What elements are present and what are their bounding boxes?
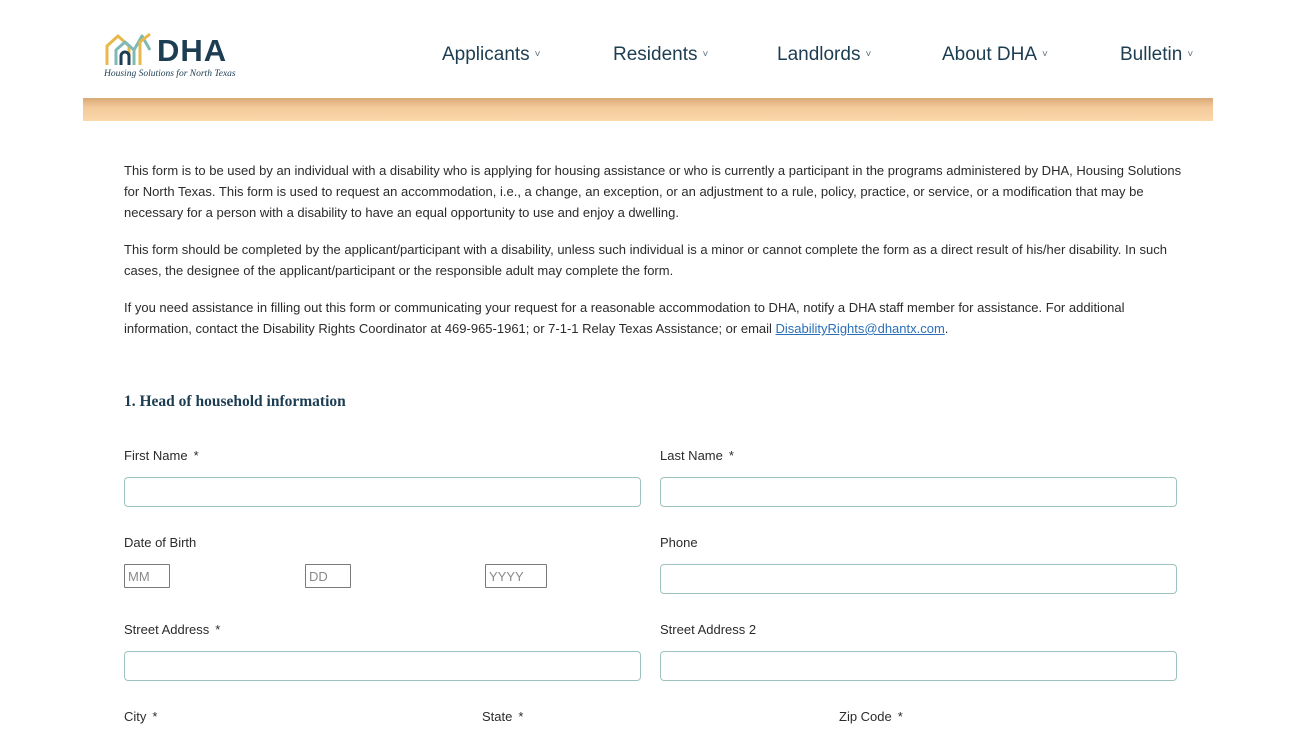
first-name-label <box>124 448 199 463</box>
zip-code-label-text: Zip Code <box>839 709 892 724</box>
state-label <box>482 709 523 724</box>
phone-input[interactable] <box>660 564 1177 594</box>
chevron-down-icon: ˅ <box>865 49 872 60</box>
required-marker: * <box>518 709 524 724</box>
nav-applicants-label: Applicants <box>442 44 530 65</box>
nav-bulletin-label: Bulletin <box>1120 44 1183 65</box>
street-address-input[interactable] <box>124 651 641 681</box>
intro-paragraph-3-text: If you need assistance in filling out this form or communicating your request for a reasonable accommodation to DHA, notify a DHA staff member for assistance. For additional information, contact the Disability Rights Coordinator at 469-965-1961; or 7-1-1 Relay Texas Assistance; or email <box>124 300 1125 336</box>
logo-wordmark: DHA <box>157 33 228 68</box>
chevron-down-icon: ˅ <box>702 49 709 60</box>
dob-month-input[interactable] <box>124 564 170 588</box>
dha-logo[interactable] <box>104 32 244 84</box>
logo-tagline: Housing Solutions for North Texas <box>104 69 236 79</box>
nav-residents[interactable] <box>613 44 708 66</box>
house-logo-icon <box>104 32 156 68</box>
street-address-label <box>124 622 220 637</box>
nav-applicants[interactable] <box>442 44 541 66</box>
city-label-text: City <box>124 709 147 724</box>
intro-paragraph-2: This form should be completed by the applicant/participant with a disability, unless such individual is a minor or cannot complete the form as a direct result of his/her disability. In such cases, the designee of the applicant/participant or the responsible adult may complete the form. <box>124 242 1167 278</box>
nav-about-dha-label: About DHA <box>942 44 1038 65</box>
intro-paragraph-3 <box>124 297 1184 339</box>
street-address-2-input[interactable] <box>660 651 1177 681</box>
city-label <box>124 709 157 724</box>
first-name-input[interactable] <box>124 477 641 507</box>
dob-year-input[interactable] <box>485 564 547 588</box>
last-name-input[interactable] <box>660 477 1177 507</box>
chevron-down-icon: ˅ <box>534 49 541 60</box>
street-address-2-label: Street Address 2 <box>660 622 757 637</box>
required-marker: * <box>152 709 158 724</box>
required-marker: * <box>193 448 199 463</box>
phone-label: Phone <box>660 535 698 550</box>
intro-paragraph-1: This form is to be used by an individual with a disability who is applying for housing assistance or who is currently a participant in the programs administered by DHA, Housing Solutions for North Texas. This form is used to request an accommodation, i.e., a change, an exception, or an adjustment to a rule, policy, practice, or service, or a modification that may be necessary for a person with a disability to have an equal opportunity to use and enjoy a dwelling. <box>124 163 1182 220</box>
chevron-down-icon: ˅ <box>1187 49 1194 60</box>
required-marker: * <box>897 709 903 724</box>
state-label-text: State <box>482 709 513 724</box>
last-name-label-text: Last Name <box>660 448 723 463</box>
disability-rights-email-link[interactable]: DisabilityRights@dhantx.com <box>775 321 945 336</box>
zip-code-label <box>839 709 903 724</box>
intro-text <box>124 160 1184 355</box>
section-title: 1. Head of household information <box>124 393 346 410</box>
required-marker: * <box>215 622 221 637</box>
date-of-birth-label: Date of Birth <box>124 535 197 550</box>
nav-landlords[interactable] <box>777 44 871 66</box>
nav-landlords-label: Landlords <box>777 44 861 65</box>
header-banner <box>83 98 1213 121</box>
intro-paragraph-3-end: . <box>944 321 949 336</box>
nav-about-dha[interactable] <box>942 44 1048 66</box>
dob-day-input[interactable] <box>305 564 351 588</box>
site-header <box>0 0 1312 98</box>
nav-bulletin[interactable] <box>1120 44 1193 66</box>
required-marker: * <box>728 448 734 463</box>
street-address-label-text: Street Address <box>124 622 210 637</box>
first-name-label-text: First Name <box>124 448 188 463</box>
last-name-label <box>660 448 734 463</box>
nav-residents-label: Residents <box>613 44 698 65</box>
chevron-down-icon: ˅ <box>1042 49 1048 60</box>
